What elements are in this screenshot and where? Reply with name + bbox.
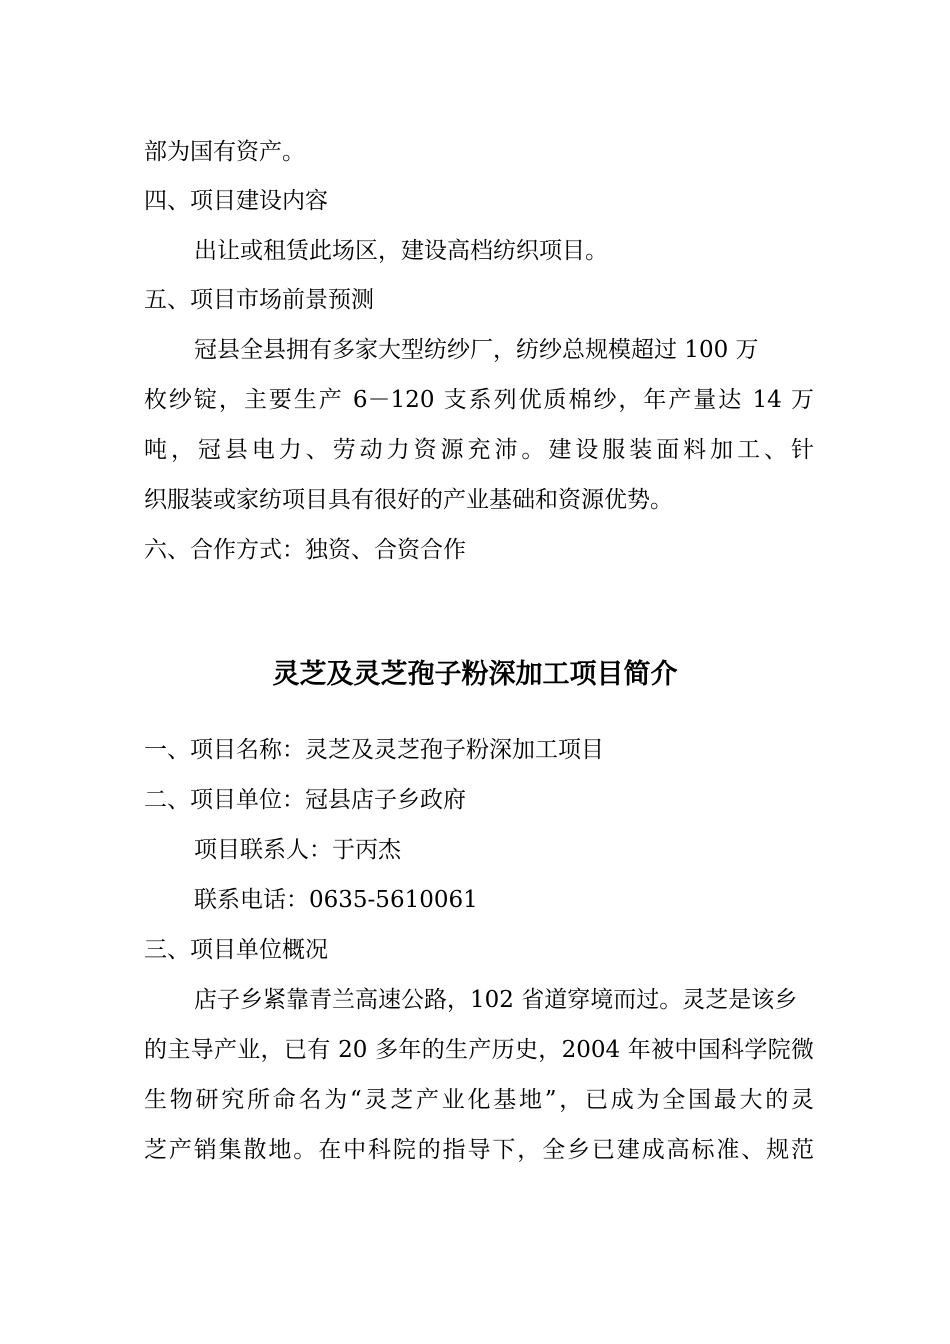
- document-title: 灵芝及灵芝孢子粉深加工项目简介: [272, 659, 678, 690]
- section-heading: 四、项目建设内容: [144, 188, 328, 214]
- paragraph-line: 的主导产业，已有 20 多年的生产历史，2004 年被中国科学院微: [144, 1037, 814, 1063]
- section-heading: 一、项目名称：灵芝及灵芝孢子粉深加工项目: [144, 737, 604, 763]
- contact-person: 项目联系人：于丙杰: [194, 837, 401, 863]
- paragraph-line: 冠县全县拥有多家大型纺纱厂，纺纱总规模超过 100 万: [194, 337, 759, 363]
- section-heading: 六、合作方式：独资、合资合作: [144, 537, 466, 563]
- paragraph-line: 店子乡紧靠青兰高速公路，102 省道穿境而过。灵芝是该乡: [194, 987, 798, 1013]
- section-content: 出让或租赁此场区，建设高档纺织项目。: [194, 238, 608, 264]
- paragraph-line: 枚纱锭，主要生产 6－120 支系列优质棉纱，年产量达 14 万: [144, 387, 814, 413]
- paragraph-line: 芝产销集散地。在中科院的指导下，全乡已建成高标准、规范: [144, 1137, 814, 1163]
- contact-phone: 联系电话：0635-5610061: [194, 887, 478, 913]
- section-heading: 三、项目单位概况: [144, 937, 328, 963]
- section-heading: 二、项目单位：冠县店子乡政府: [144, 787, 466, 813]
- paragraph-line: 织服装或家纺项目具有很好的产业基础和资源优势。: [144, 487, 673, 513]
- section-heading: 五、项目市场前景预测: [144, 287, 374, 313]
- paragraph-line: 生物研究所命名为“灵芝产业化基地”，已成为全国最大的灵: [144, 1087, 814, 1113]
- text-line: 部为国有资产。: [144, 139, 305, 165]
- paragraph-line: 吨，冠县电力、劳动力资源充沛。建设服装面料加工、针: [144, 437, 814, 463]
